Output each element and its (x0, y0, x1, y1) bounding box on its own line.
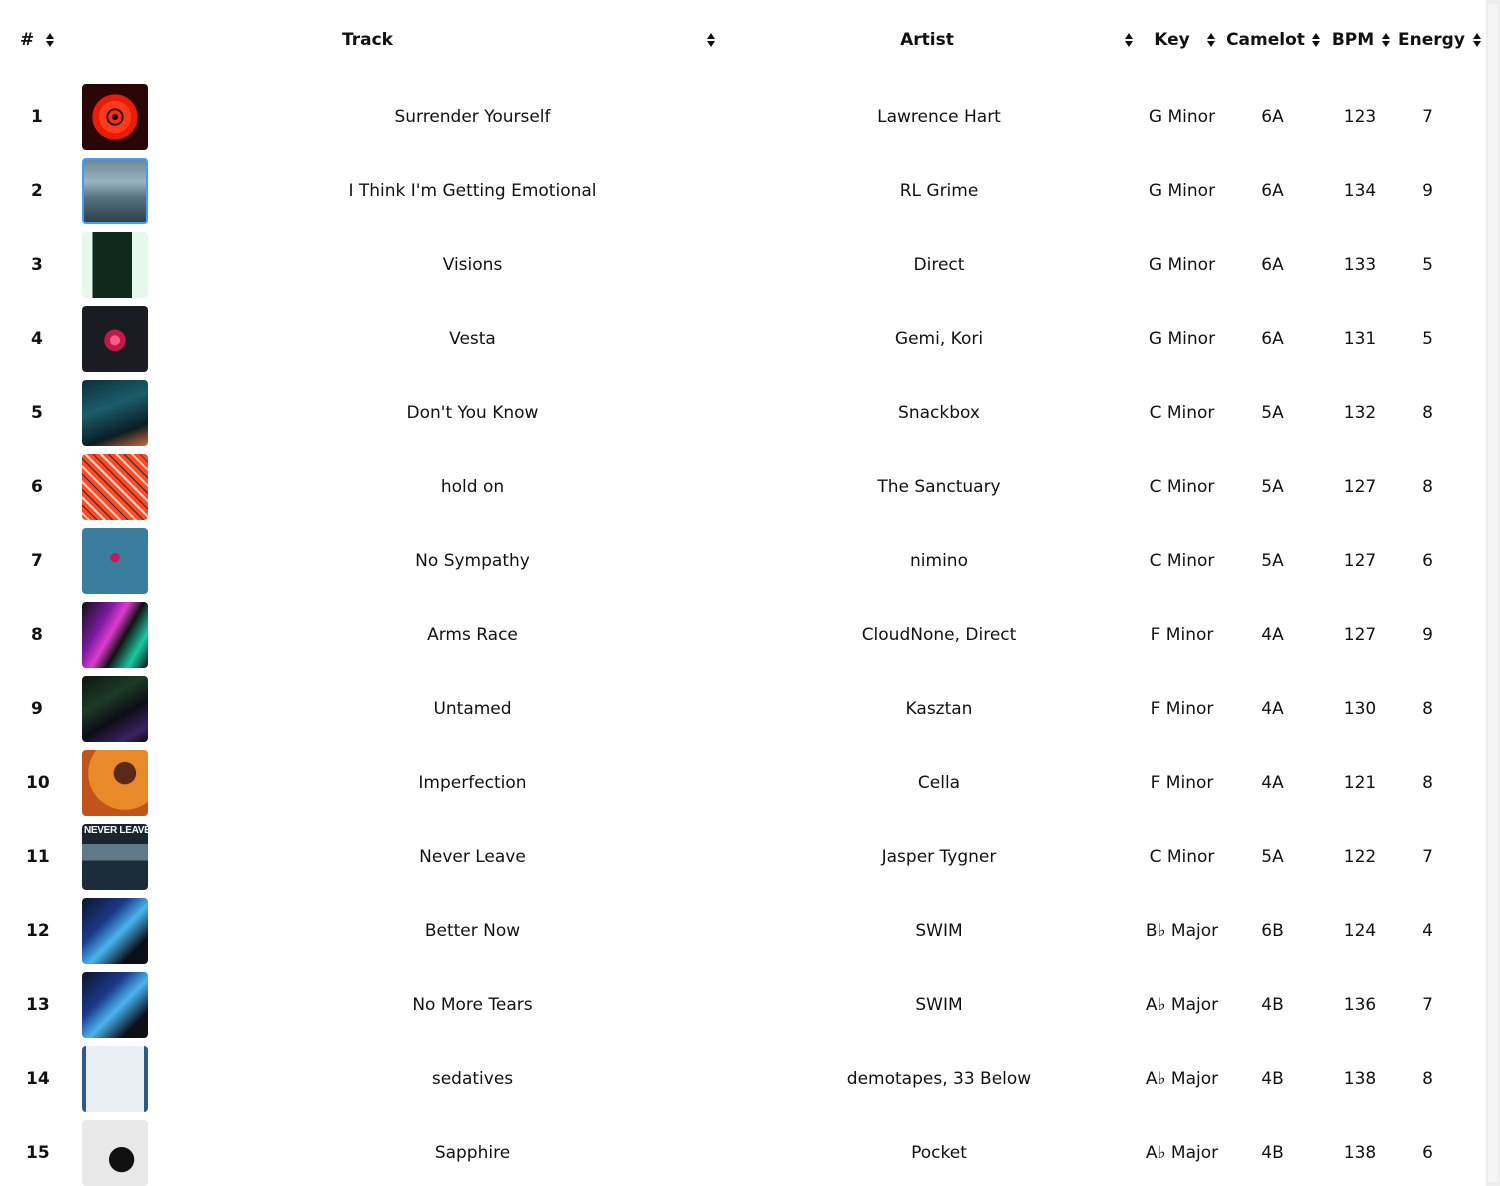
table-row[interactable] (0, 1116, 1486, 1186)
track-number: 12 (26, 921, 50, 941)
album-art-red-vinyl-icon (82, 84, 148, 150)
table-row[interactable] (0, 820, 1486, 894)
album-art-green-cloth-icon (82, 232, 148, 298)
column-header-label: Artist (900, 30, 954, 50)
track-number: 11 (26, 847, 50, 867)
track-number: 2 (31, 181, 43, 201)
track-key: F Minor (1150, 699, 1214, 719)
track-bpm: 136 (1343, 995, 1377, 1015)
track-energy: 7 (1422, 847, 1433, 867)
track-energy: 6 (1422, 1143, 1433, 1163)
table-row[interactable] (0, 376, 1486, 450)
track-artist[interactable]: nimino (910, 551, 968, 571)
album-art-dark-orb-icon (82, 306, 148, 372)
track-bpm: 134 (1343, 181, 1377, 201)
track-title[interactable]: Sapphire (434, 1143, 511, 1163)
track-key: A♭ Major (1145, 995, 1219, 1015)
column-header-key[interactable] (1138, 0, 1220, 80)
table-row[interactable] (0, 80, 1486, 154)
album-art-cell (75, 228, 155, 302)
album-art-cell (75, 1042, 155, 1116)
track-camelot: 4B (1261, 1143, 1284, 1163)
sort-up-down-icon[interactable] (1472, 32, 1482, 48)
track-camelot: 5A (1261, 847, 1284, 867)
track-bpm: 133 (1343, 255, 1377, 275)
column-header-camelot[interactable] (1220, 0, 1325, 80)
track-number: 15 (26, 1143, 50, 1163)
track-artist[interactable]: demotapes, 33 Below (846, 1069, 1032, 1089)
column-header-art (75, 0, 155, 80)
table-row[interactable] (0, 598, 1486, 672)
column-header-label: BPM (1331, 30, 1375, 50)
track-energy: 7 (1422, 107, 1433, 127)
sort-up-down-icon[interactable] (1206, 32, 1216, 48)
track-artist[interactable]: CloudNone, Direct (861, 625, 1017, 645)
track-key: B♭ Major (1145, 921, 1219, 941)
track-camelot: 6A (1261, 329, 1284, 349)
column-header-num[interactable] (0, 0, 75, 80)
track-title[interactable]: Surrender Yourself (394, 107, 551, 127)
table-row[interactable] (0, 450, 1486, 524)
album-art-bw-photo-icon (82, 1120, 148, 1186)
track-key: C Minor (1149, 477, 1215, 497)
column-header-bpm[interactable] (1325, 0, 1395, 80)
album-art-orange-pattern-icon (82, 454, 148, 520)
album-art-cell (75, 598, 155, 672)
track-title[interactable]: No Sympathy (415, 551, 530, 571)
track-key: G Minor (1148, 107, 1216, 127)
album-art-rose-icon (82, 528, 148, 594)
track-artist[interactable]: SWIM (915, 995, 963, 1015)
column-header-label: Track (342, 30, 393, 50)
track-camelot: 4A (1261, 773, 1284, 793)
track-camelot: 5A (1261, 403, 1284, 423)
track-camelot: 5A (1261, 551, 1284, 571)
table-row[interactable] (0, 672, 1486, 746)
table-row[interactable] (0, 968, 1486, 1042)
track-artist[interactable]: Gemi, Kori (894, 329, 984, 349)
sort-up-down-icon[interactable] (1311, 32, 1321, 48)
track-bpm: 121 (1343, 773, 1377, 793)
track-key: G Minor (1148, 329, 1216, 349)
album-art-teal-sky-icon (82, 380, 148, 446)
album-art-blue-machine-icon (82, 158, 148, 224)
table-row[interactable] (0, 894, 1486, 968)
track-title[interactable]: Arms Race (427, 625, 518, 645)
track-key: C Minor (1149, 551, 1215, 571)
album-art-cell (75, 820, 155, 894)
track-number: 3 (31, 255, 43, 275)
column-header-label: Camelot (1226, 30, 1305, 50)
sort-up-down-icon[interactable] (1124, 32, 1134, 48)
track-table-body (0, 80, 1486, 1186)
track-artist[interactable]: SWIM (915, 921, 963, 941)
album-art-cell (75, 302, 155, 376)
column-header-energy[interactable] (1395, 0, 1486, 80)
sort-up-down-icon[interactable] (1381, 32, 1391, 48)
album-art-figure-sky-icon (82, 1046, 148, 1112)
track-artist[interactable]: Pocket (911, 1143, 967, 1163)
track-bpm: 138 (1343, 1069, 1377, 1089)
track-artist[interactable]: RL Grime (899, 181, 979, 201)
track-energy: 8 (1422, 773, 1433, 793)
track-energy: 8 (1422, 1069, 1433, 1089)
track-number: 14 (26, 1069, 50, 1089)
track-energy: 7 (1422, 995, 1433, 1015)
album-art-caption: NEVER LEAVE (84, 825, 151, 836)
track-energy: 8 (1422, 699, 1433, 719)
track-title[interactable]: Vesta (449, 329, 496, 349)
track-energy: 5 (1422, 255, 1433, 275)
album-art-cell (75, 80, 155, 154)
track-number: 8 (31, 625, 43, 645)
track-title[interactable]: Never Leave (419, 847, 526, 867)
track-camelot: 4A (1261, 699, 1284, 719)
track-energy: 5 (1422, 329, 1433, 349)
album-art-cell (75, 154, 155, 228)
track-number: 4 (31, 329, 43, 349)
column-header-label: # (20, 30, 35, 50)
table-row[interactable] (0, 746, 1486, 820)
track-number: 7 (31, 551, 43, 571)
column-header-track[interactable] (155, 0, 720, 80)
column-header-artist[interactable] (720, 0, 1138, 80)
track-camelot: 6A (1261, 107, 1284, 127)
track-number: 13 (26, 995, 50, 1015)
album-art-cell (75, 450, 155, 524)
track-number: 10 (26, 773, 50, 793)
track-number: 5 (31, 403, 43, 423)
track-key: A♭ Major (1145, 1143, 1219, 1163)
track-key: A♭ Major (1145, 1069, 1219, 1089)
table-row[interactable] (0, 154, 1486, 228)
track-bpm: 130 (1343, 699, 1377, 719)
album-art-blue-blur-icon (82, 898, 148, 964)
track-energy: 8 (1422, 403, 1433, 423)
table-header-row (0, 0, 1486, 80)
track-title[interactable]: Visions (442, 255, 503, 275)
sort-up-down-icon[interactable] (45, 32, 55, 48)
track-key: F Minor (1150, 625, 1214, 645)
sort-up-down-icon[interactable] (706, 32, 716, 48)
album-art-cell (75, 968, 155, 1042)
track-title[interactable]: sedatives (431, 1069, 514, 1089)
track-title[interactable]: Untamed (433, 699, 512, 719)
track-artist[interactable]: Direct (913, 255, 965, 275)
column-header-label: Key (1154, 30, 1190, 50)
track-bpm: 122 (1343, 847, 1377, 867)
track-number: 9 (31, 699, 43, 719)
track-title[interactable]: hold on (440, 477, 505, 497)
column-header-label: Energy (1398, 30, 1465, 50)
track-artist[interactable]: Snackbox (898, 403, 980, 423)
album-art-cell (75, 746, 155, 820)
track-camelot: 4B (1261, 995, 1284, 1015)
track-bpm: 132 (1343, 403, 1377, 423)
track-artist[interactable]: Jasper Tygner (881, 847, 997, 867)
track-bpm: 123 (1343, 107, 1377, 127)
album-art-dark-jungle-icon (82, 676, 148, 742)
track-bpm: 138 (1343, 1143, 1377, 1163)
table-row[interactable] (0, 228, 1486, 302)
track-key: G Minor (1148, 255, 1216, 275)
track-energy: 9 (1422, 625, 1433, 645)
track-title[interactable]: No More Tears (412, 995, 533, 1015)
track-title[interactable]: Imperfection (418, 773, 527, 793)
track-title[interactable]: I Think I'm Getting Emotional (348, 181, 597, 201)
album-art-cell (75, 1116, 155, 1186)
track-bpm: 124 (1343, 921, 1377, 941)
table-row[interactable] (0, 302, 1486, 376)
track-number: 6 (31, 477, 43, 497)
track-title[interactable]: Better Now (424, 921, 521, 941)
track-energy: 8 (1422, 477, 1433, 497)
track-key: C Minor (1149, 847, 1215, 867)
track-key: G Minor (1148, 181, 1216, 201)
track-bpm: 127 (1343, 551, 1377, 571)
track-title[interactable]: Don't You Know (406, 403, 539, 423)
album-art-grid-landscape-icon (82, 824, 151, 890)
album-art-cell (75, 524, 155, 598)
track-energy: 9 (1422, 181, 1433, 201)
track-energy: 6 (1422, 551, 1433, 571)
track-camelot: 5A (1261, 477, 1284, 497)
track-camelot: 6B (1261, 921, 1284, 941)
album-art-cell (75, 894, 155, 968)
track-camelot: 4A (1261, 625, 1284, 645)
track-number: 1 (31, 107, 43, 127)
track-camelot: 6A (1261, 255, 1284, 275)
track-artist[interactable]: Cella (917, 773, 961, 793)
album-art-blue-blur-icon (82, 972, 148, 1038)
scrollbar-thumb[interactable] (1488, 4, 1498, 1182)
track-key: C Minor (1149, 403, 1215, 423)
album-art-neon-crystal-icon (82, 602, 148, 668)
track-bpm: 131 (1343, 329, 1377, 349)
track-energy: 4 (1422, 921, 1433, 941)
album-art-cell (75, 376, 155, 450)
table-row[interactable] (0, 1042, 1486, 1116)
table-row[interactable] (0, 524, 1486, 598)
track-key: F Minor (1150, 773, 1214, 793)
track-artist[interactable]: Lawrence Hart (877, 107, 1001, 127)
track-bpm: 127 (1343, 625, 1377, 645)
track-artist[interactable]: Kasztan (905, 699, 973, 719)
album-art-orange-portrait-icon (82, 750, 148, 816)
track-camelot: 6A (1261, 181, 1284, 201)
vertical-scrollbar[interactable] (1486, 0, 1500, 1186)
album-art-cell (75, 672, 155, 746)
track-camelot: 4B (1261, 1069, 1284, 1089)
track-artist[interactable]: The Sanctuary (877, 477, 1001, 497)
track-bpm: 127 (1343, 477, 1377, 497)
